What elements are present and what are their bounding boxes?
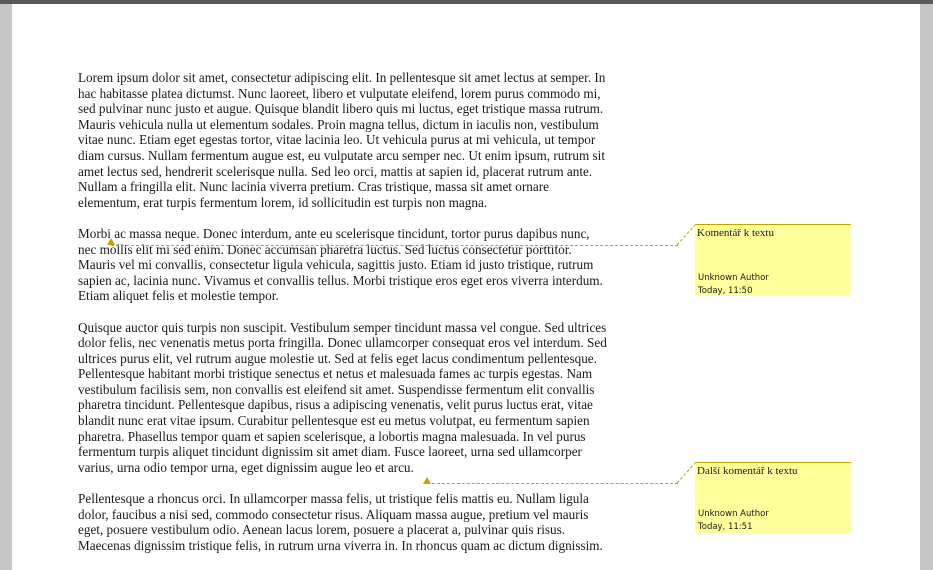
text-line: Lorem ipsum dolor sit amet, consectetur adipiscing elit. In pellentesque sit amet lectus at semper. In	[78, 70, 606, 85]
text-line: Pellentesque habitant morbi tristique senectus et netus et malesuada fames ac turpis egestas. Nam	[78, 366, 593, 382]
comment-anchor-connector	[677, 224, 697, 246]
text-line: dolor felis, nec venenatis metus porta fringilla. Donec ullamcorper consequat eros vel interdum. Sed	[78, 335, 607, 351]
text-line: hac habitasse platea dictumst. Nunc laoreet, libero et vulputate eleifend, lorem purus commodo mi,	[78, 85, 601, 101]
comment-anchor-marker[interactable]	[107, 238, 115, 245]
text-line: amet lectus sed, hendrerit scelerisque nulla. Sed leo orci, mattis at sapien id, placerat rutrum ante.	[78, 163, 593, 179]
text-line: sed pulvinar nunc justo et augue. Quisque blandit libero quis mi luctus, eget tristique massa rutrum.	[78, 101, 604, 117]
comment-text[interactable]: Komentář k textu	[697, 227, 774, 239]
paragraph-4[interactable]	[78, 491, 638, 553]
text-line: diam cursus. Nullam fermentum augue est, eu vulputate arcu semper nec. Ut enim ipsum, rutrum sit	[78, 147, 605, 163]
text-line: sapien ac, lacinia nunc. Vivamus et convallis tellus. Morbi tristique eros eget eros viverra interdum.	[78, 272, 603, 288]
text-line: ultrices purus elit, vel rutrum augue molestie ut. Sed at felis eget lacus condimentum pellentesque.	[78, 350, 597, 366]
text-line: varius, urna odio tempor urna, eget dignissim augue leo et arcu.	[78, 459, 414, 475]
comment-anchor-line	[427, 483, 678, 484]
text-line: Mauris vel mi convallis, consectetur ligula vehicula, sagittis justo. Etiam id justo tristique, rutrum	[78, 257, 594, 273]
comment-date: Today, 11:50	[698, 286, 753, 296]
text-line: Mauris vehicula nulla ut elementum sodales. Proin magna tellus, dictum in iaculis non, vestibulum	[78, 116, 599, 132]
text-line: Maecenas dignissim tristique felis, in rutrum urna viverra in. In rhoncus quam ac dictum dignissim.	[78, 537, 603, 553]
text-line: pharetra. Phasellus tempor quam et sapien scelerisque, a lobortis magna malesuada. In vel purus	[78, 428, 586, 444]
comment-box[interactable]	[695, 224, 851, 296]
document-body[interactable]	[78, 70, 638, 569]
text-line: blandit nunc erat vitae ipsum. Curabitur pellentesque est eu metus volutpat, eu fermentum sapien	[78, 413, 590, 429]
text-line: elementum, erat turpis fermentum lorem, id sollicitudin est turpis non magna.	[78, 194, 488, 210]
comment-anchor-line	[111, 245, 678, 246]
text-line: Quisque auctor quis turpis non suscipit. Vestibulum semper tincidunt massa vel congue. Sed ultrices	[78, 319, 607, 335]
text-line: Etiam aliquet felis et molestie tempor.	[78, 288, 279, 304]
comment-author: Unknown Author	[698, 273, 769, 283]
text-line: Morbi ac massa neque. Donec interdum, ante eu scelerisque tincidunt, tortor purus dapibus nunc,	[78, 225, 590, 241]
comment-text[interactable]: Další komentář k textu	[697, 465, 798, 477]
text-line: Nullam a fringilla elit. Nunc lacinia viverra pretium. Cras tristique, massa sit amet ornare	[78, 179, 549, 195]
comment-anchor-connector	[677, 462, 697, 484]
paragraph-3[interactable]	[78, 320, 638, 476]
text-line: nec mollis elit mi sed enim. Donec accumsan pharetra luctus. Sed luctus consectetur porttitor.	[78, 241, 572, 257]
text-line: vestibulum facilisis sem, non convallis est eleifend sit amet. Suspendisse fermentum elit convallis	[78, 381, 595, 397]
text-line: vitae nunc. Etiam eget egestas tortor, vitae lacinia leo. Ut vehicula purus at mi vehicula, ut tempor	[78, 132, 596, 148]
text-line: eget, posuere vestibulum odio. Aenean lacus lorem, posuere a placerat a, pulvinar quis risus.	[78, 522, 566, 538]
paragraph-2[interactable]	[78, 226, 638, 304]
text-line: fermentum turpis aliquet tincidunt dignissim sit amet diam. Fusce laoreet, urna sed ullamcorper	[78, 444, 582, 460]
comment-box[interactable]	[695, 462, 851, 533]
text-line: pharetra tincidunt. Pellentesque dapibus, risus a adipiscing venenatis, velit purus luctus erat, vitae	[78, 397, 593, 413]
paragraph-1[interactable]	[78, 70, 638, 210]
comment-date: Today, 11:51	[698, 522, 753, 532]
text-line: Pellentesque a rhoncus orci. In ullamcorper massa felis, ut tristique felis mattis eu. Nullam ligula	[78, 491, 589, 507]
comment-author: Unknown Author	[698, 509, 769, 519]
text-line: dolor, faucibus a nisi sed, commodo consectetur risus. Aliquam massa augue, pretium vel mauris	[78, 506, 589, 522]
